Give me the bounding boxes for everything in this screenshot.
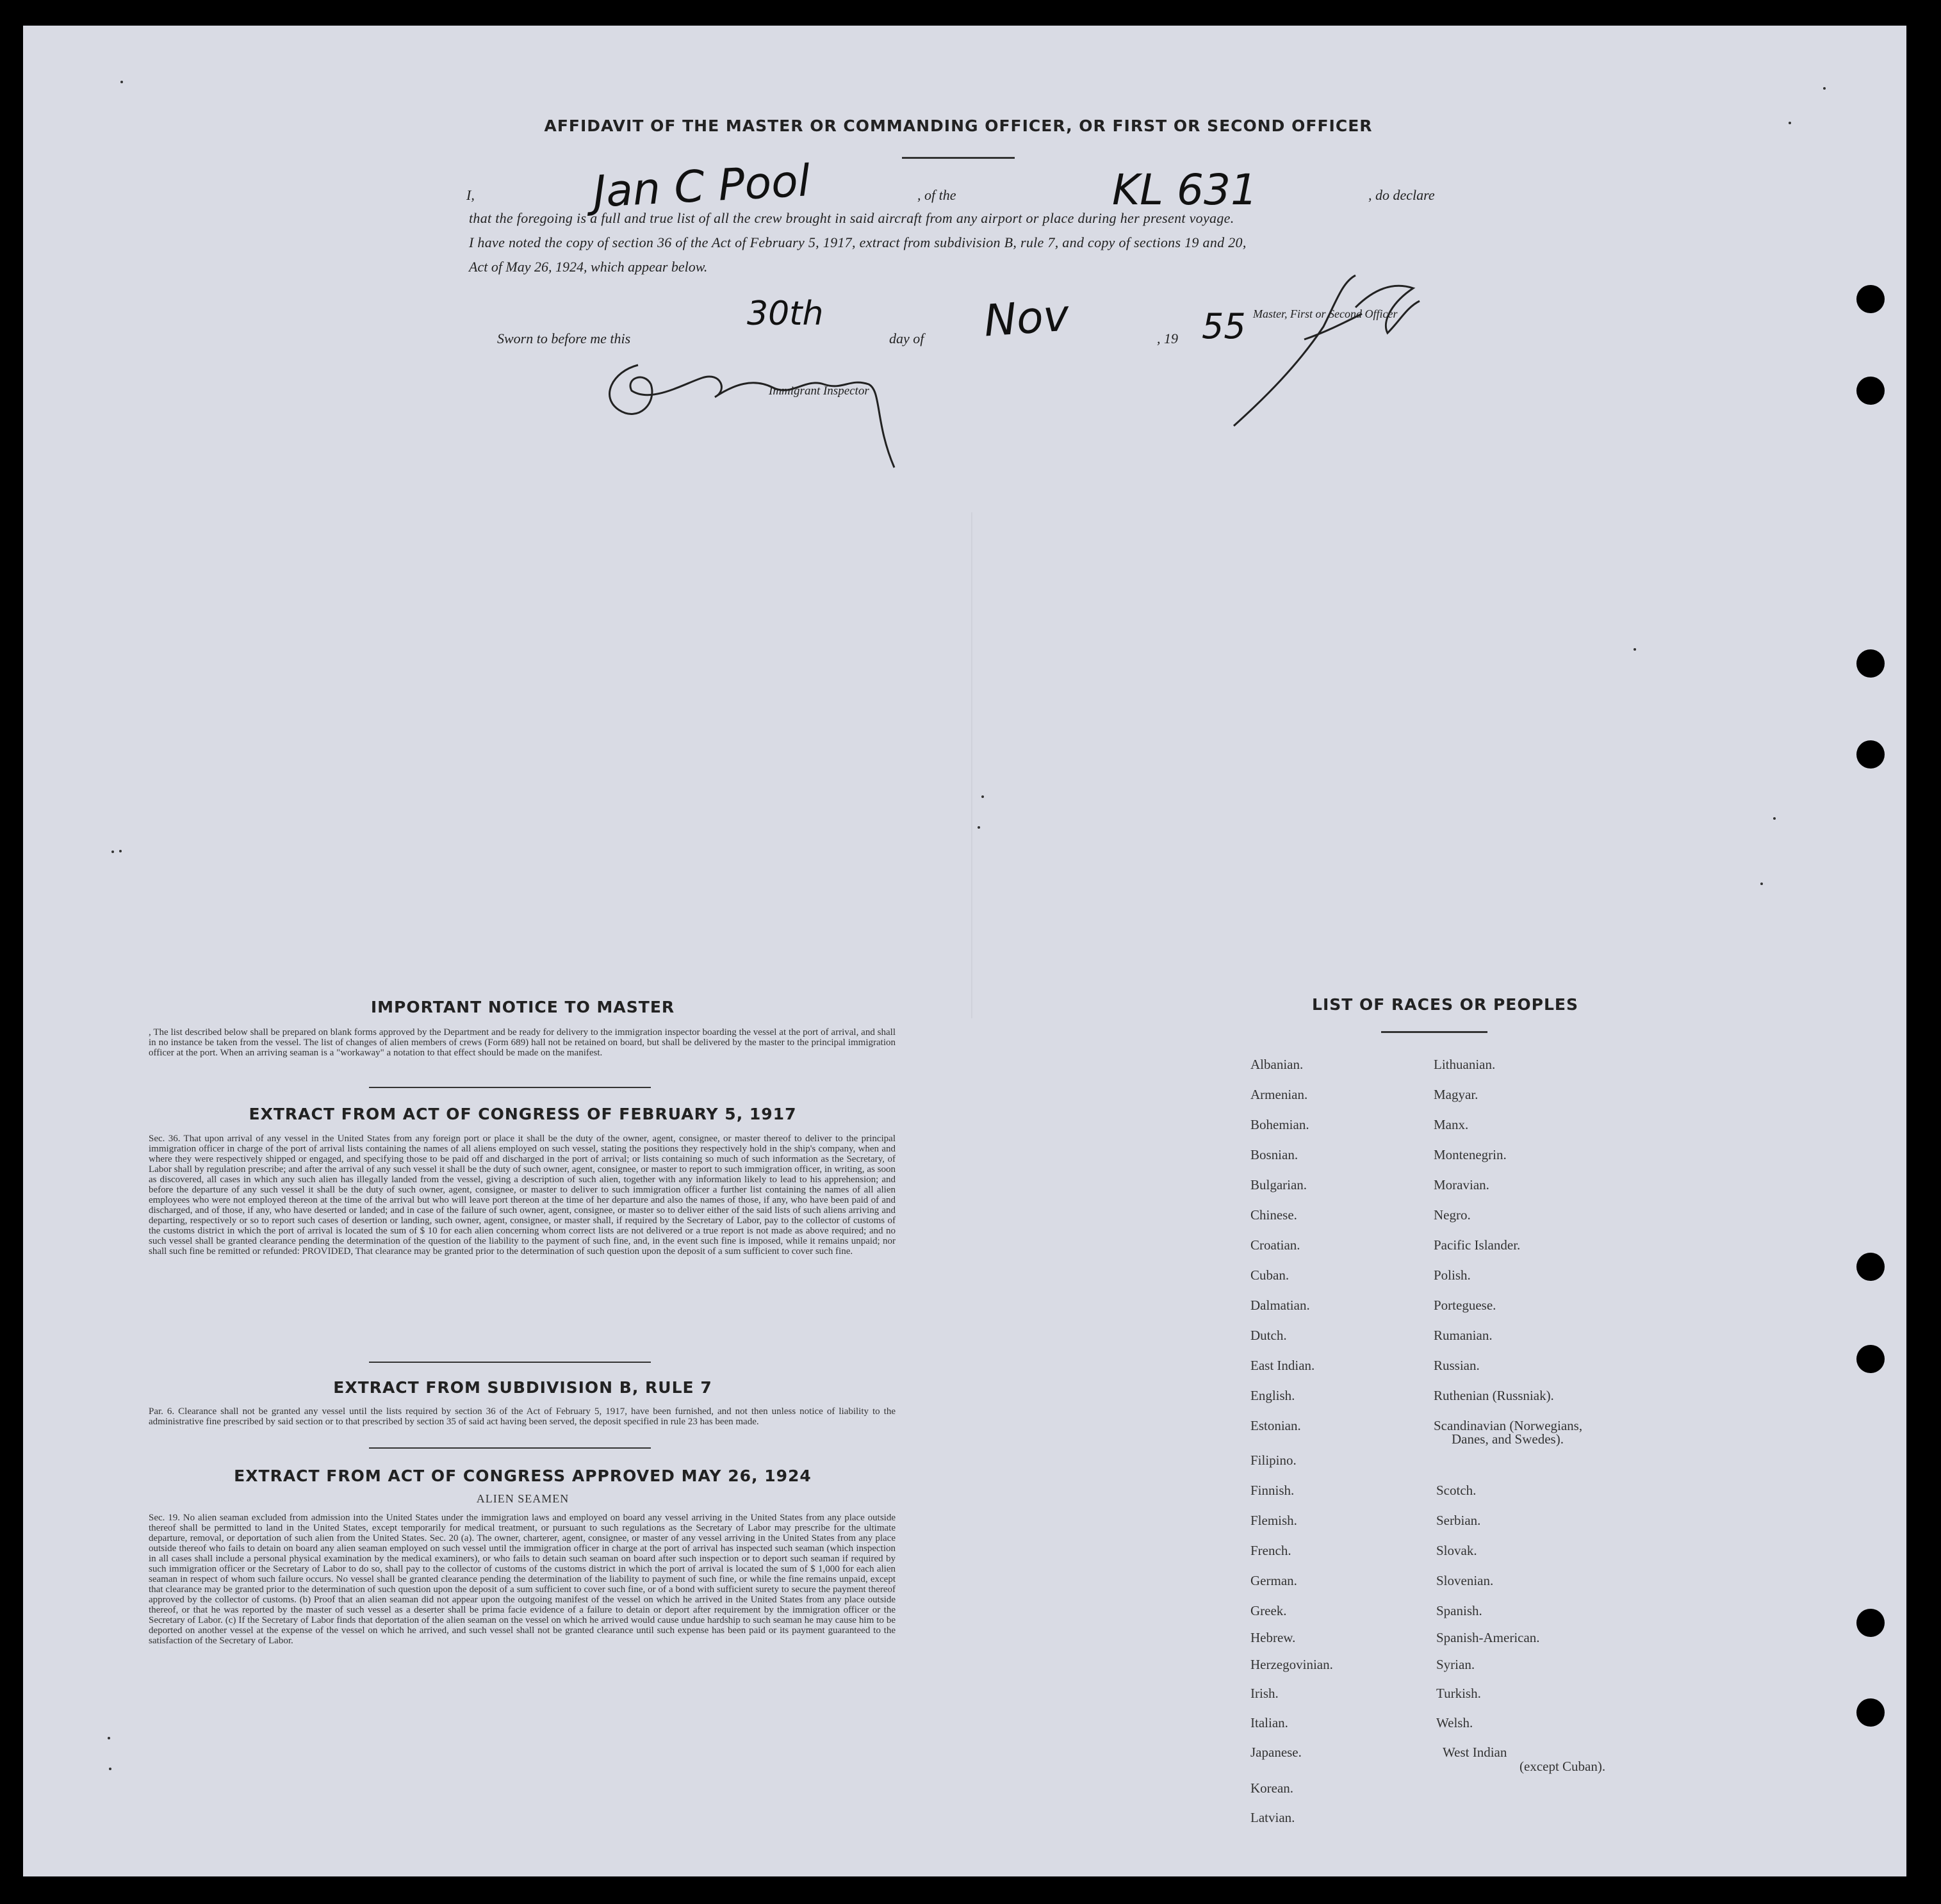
master-signature-scrawl: [1227, 263, 1432, 442]
document-page: [23, 26, 1906, 1876]
do-declare-label: , do declare: [1368, 187, 1435, 203]
race-item: Ruthenian (Russniak).: [1434, 1388, 1554, 1403]
race-item: Korean.: [1250, 1780, 1294, 1796]
race-item: German.: [1250, 1573, 1297, 1588]
affidavit-line-4: Act of May 26, 1924, which appear below.: [469, 259, 708, 275]
i-label: I,: [466, 187, 475, 203]
notice-divider: [369, 1087, 651, 1088]
extract-1924-text: Sec. 19. No alien seaman excluded from admission into the United States under the immigration laws and employed on board any vessel arriving in the United States from any place outside thereof shall be permitted to land in the United States, except temporarily for medical treatment, or pursuant to such regulations as the Secretary of Labor may prescribe for the ultimate departure, removal, or deportation of such alien from the United States. Sec. 20 (a). The owner, charterer, agent, consignee, or master of any vessel arriving in the United States from any place outside thereof who fails to detain on board any alien seaman employed on such vessel until the immigration officer in charge at the port of arrival has inspected such seaman (which inspection in all cases shall include a personal physical examination by the medical examiners), or who fails to detain such seaman on board after such inspection or to deport such seaman if required by such immigration officer or the Secretary of Labor to do so, shall pay to the collector of customs of the customs district in which the port of arrival is located the sum of $ 1,000 for each alien seaman in respect of whom such failure occurs. No vessel shall be granted clearance pending the determination of the liability to payment of such fine, or while the fine remains unpaid, except that clearance may be granted prior to the determination of such question upon the deposit of a sum sufficient to cover such fine, or of a bond with sufficient surety to secure the payment thereof approved by the collector of customs. (b) Proof that an alien seaman did not appear upon the outgoing manifest of the vessel on which he arrived in the United States from any place outside thereof, or that he was reported by the master of such vessel as a deserter shall be prima facie evidence of a failure to detain or deport after requirement by the immigration officer or the Secretary of Labor. (c) If the Secretary of Labor finds that deportation of the alien seaman on the vessel on which he arrived would cause undue hardship to such seaman he may cause him to be deported on another vessel at the expense of the vessel on which he arrived, and such vessel shall not be granted clearance until such expense has been paid or its payment guaranteed to the satisfaction of the Secretary of Labor.: [149, 1513, 896, 1646]
race-item: Slovenian.: [1436, 1573, 1494, 1588]
scan-speck: [119, 850, 122, 852]
race-item: Scandinavian (Norwegians,: [1434, 1418, 1583, 1433]
race-item: West Indian: [1443, 1745, 1507, 1760]
race-item: Danes, and Swedes).: [1452, 1431, 1564, 1447]
race-item: Bulgarian.: [1250, 1177, 1307, 1192]
punch-hole: [1856, 1345, 1885, 1373]
race-item: Latvian.: [1250, 1810, 1295, 1825]
of-the-label: , of the: [917, 187, 956, 203]
race-item: Greek.: [1250, 1603, 1287, 1618]
race-item: Slovak.: [1436, 1543, 1477, 1558]
scan-speck: [1773, 817, 1776, 820]
sworn-day: 30th: [747, 295, 824, 333]
day-of-label: day of: [889, 330, 924, 346]
race-item: Irish.: [1250, 1686, 1279, 1701]
scan-speck: [111, 850, 114, 853]
race-item: Manx.: [1434, 1117, 1469, 1132]
scan-speck: [109, 1768, 111, 1770]
races-divider: [1381, 1031, 1487, 1033]
notice-text: , The list described below shall be prepared on blank forms approved by the Department and be ready for delivery to the immigration inspector boarding the vessel at the port of arrival, and shall in no instance be taken from the vessel. The list of changes of alien members of crews (Form 689) hall not be retained on board, but shall be delivered by the master to the principal immigration officer at the port. When an arriving seaman is a "workaway" a notation to that effect should be made on the manifest.: [149, 1027, 896, 1058]
extract-1917-title: EXTRACT FROM ACT OF CONGRESS OF FEBRUARY 5, 1917: [249, 1105, 797, 1123]
sworn-year: 55: [1202, 306, 1246, 346]
flight-number: KL 631: [1112, 165, 1258, 215]
race-item: Lithuanian.: [1434, 1057, 1496, 1072]
race-item: Russian.: [1434, 1358, 1480, 1373]
race-item: Flemish.: [1250, 1513, 1297, 1528]
punch-hole: [1856, 649, 1885, 678]
race-item: Estonian.: [1250, 1418, 1301, 1433]
scan-speck: [1634, 648, 1636, 651]
master-signature-name: Jan C Pool: [592, 156, 812, 218]
fold-crease: [971, 512, 972, 1018]
race-item: Finnish.: [1250, 1483, 1295, 1498]
race-item: English.: [1250, 1388, 1295, 1403]
race-item: Albanian.: [1250, 1057, 1304, 1072]
race-item: Porteguese.: [1434, 1298, 1496, 1313]
sworn-month: Nov: [982, 290, 1071, 347]
race-item: Dutch.: [1250, 1328, 1287, 1343]
punch-hole: [1856, 740, 1885, 769]
race-item: Scotch.: [1436, 1483, 1477, 1498]
race-item: (except Cuban).: [1519, 1759, 1606, 1774]
notice-title: IMPORTANT NOTICE TO MASTER: [370, 998, 675, 1016]
scan-speck: [108, 1737, 110, 1739]
punch-hole: [1856, 1609, 1885, 1637]
race-item: Cuban.: [1250, 1267, 1290, 1283]
race-item: Pacific Islander.: [1434, 1237, 1521, 1253]
sworn-label: Sworn to before me this: [497, 330, 631, 346]
scan-speck: [981, 795, 984, 798]
extract-rule7-title: EXTRACT FROM SUBDIVISION B, RULE 7: [333, 1378, 712, 1397]
race-item: Japanese.: [1250, 1745, 1302, 1760]
punch-hole: [1856, 1698, 1885, 1727]
race-item: Negro.: [1434, 1207, 1471, 1223]
race-item: Moravian.: [1434, 1177, 1489, 1192]
scan-speck: [978, 826, 980, 829]
affidavit-title: AFFIDAVIT OF THE MASTER OR COMMANDING OFFICER, OR FIRST OR SECOND OFFICER: [544, 117, 1373, 135]
scan-speck: [1789, 122, 1791, 124]
extract-1917-text: Sec. 36. That upon arrival of any vessel in the United States from any foreign port or place it shall be the duty of the owner, agent, consignee, or master thereof to deliver to the principal immigration officer in charge of the port of arrival lists containing the names of all aliens employed on such vessel, stating the positions they respectively hold in the ship's company, when and where they were respectively shipped or engaged, and specifying those to be paid off and discharged in the port of arrival; or lists containing so much of such information as the Secretary, of Labor shall by regulation prescribe; and after the arrival of any such vessel it shall be the duty of such owner, agent, consignee, or master to report to such immigration officer, in writing, as soon as discovered, all cases in which any such alien has illegally landed from the vessel, giving a description of such alien, together with any information likely to lead to his apprehension; and before the departure of any such vessel it shall be the duty of such owner, agent, consignee, or master to deliver to such immigration officer a further list containing the names of all alien employees who were not employed thereon at the time of the arrival but who will leave port thereon at the time of her departure and also the names of those, if any, who have been paid of and discharged, and of those, if any, who have deserted or landed; and in case of the failure of such owner, agent, consignee, or master so to deliver either of the said lists of such aliens arriving and departing, respectively or so to report such cases of desertion or landing, such owner, agent, consignee, or master shall, if required by the Secretary of Labor, pay to the collector of customs of the customs district in which the port of arrival is located the sum of $ 10 for each alien concerning whom correct lists are not delivered or a true report is not made as above required; and no such vessel shall be granted clearance pending the determination of the question of the liability to the payment of such fine, and, in the event such fine is imposed, while it remains unpaid; nor shall such fine be remitted or refunded: PROVIDED, That clearance may be granted prior to the determination of such question upon the deposit of a sum sufficient to cover such fine.: [149, 1134, 896, 1257]
affidavit-line-2: that the foregoing is a full and true list of all the crew brought in said aircraft from any airport or place during her present voyage.: [469, 210, 1234, 226]
race-item: Magyar.: [1434, 1087, 1478, 1102]
extract-rule7-divider: [369, 1447, 651, 1449]
scan-speck: [1823, 87, 1826, 90]
race-item: Dalmatian.: [1250, 1298, 1310, 1313]
scan-speck: [120, 81, 123, 83]
race-item: Syrian.: [1436, 1657, 1475, 1672]
punch-hole: [1856, 377, 1885, 405]
race-item: Hebrew.: [1250, 1630, 1296, 1645]
year-prefix: , 19: [1157, 330, 1178, 346]
race-item: Spanish.: [1436, 1603, 1482, 1618]
master-label: Master, First or Second Officer: [1253, 307, 1398, 320]
title-divider: [902, 157, 1015, 159]
race-item: French.: [1250, 1543, 1291, 1558]
inspector-signature-scrawl: [600, 339, 933, 480]
race-item: Montenegrin.: [1434, 1147, 1507, 1162]
punch-hole: [1856, 285, 1885, 313]
affidavit-line-3: I have noted the copy of section 36 of the Act of February 5, 1917, extract from subdivision B, rule 7, and copy of sections 19 and 20,: [469, 234, 1247, 250]
race-item: Polish.: [1434, 1267, 1471, 1283]
race-item: Chinese.: [1250, 1207, 1297, 1223]
scan-speck: [1760, 883, 1763, 885]
extract-rule7-text: Par. 6. Clearance shall not be granted any vessel until the lists required by section 36 of the Act of February 5, 1917, have been furnished, and not then unless notice of liability to the administrative fine prescribed by said section or to that prescribed by section 35 of said act having been served, the deposit specified in rule 23 has been made.: [149, 1406, 896, 1427]
race-item: Bosnian.: [1250, 1147, 1298, 1162]
extract-1917-divider: [369, 1362, 651, 1363]
race-item: Rumanian.: [1434, 1328, 1493, 1343]
race-item: Armenian.: [1250, 1087, 1308, 1102]
race-item: Serbian.: [1436, 1513, 1481, 1528]
race-item: Italian.: [1250, 1715, 1288, 1730]
race-item: Filipino.: [1250, 1452, 1297, 1468]
race-item: East Indian.: [1250, 1358, 1315, 1373]
race-item: Turkish.: [1436, 1686, 1481, 1701]
race-item: Bohemian.: [1250, 1117, 1309, 1132]
race-item: Welsh.: [1436, 1715, 1473, 1730]
race-item: Herzegovinian.: [1250, 1657, 1333, 1672]
race-item: Spanish-American.: [1436, 1630, 1540, 1645]
extract-1924-title: EXTRACT FROM ACT OF CONGRESS APPROVED MAY 26, 1924: [234, 1467, 812, 1485]
inspector-label: Immigrant Inspector: [769, 384, 869, 398]
punch-hole: [1856, 1253, 1885, 1281]
extract-1924-subtitle: ALIEN SEAMEN: [476, 1492, 569, 1505]
race-item: Croatian.: [1250, 1237, 1300, 1253]
races-title: LIST OF RACES OR PEOPLES: [1312, 995, 1578, 1014]
